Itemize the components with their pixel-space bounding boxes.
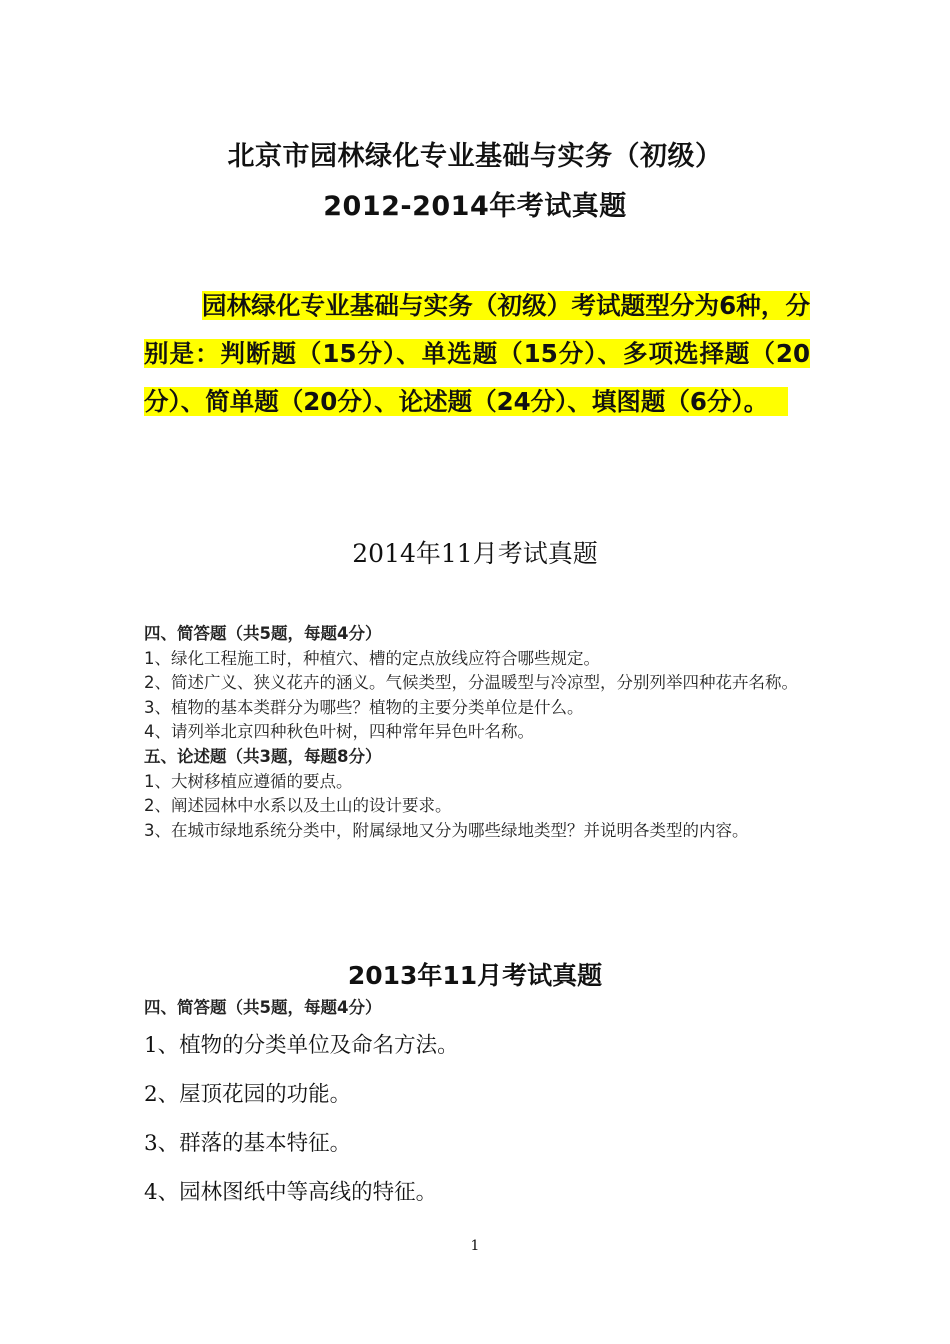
exam-format-intro bbox=[144, 282, 810, 426]
document-title: 北京市园林绿化专业基础与实务（初级） bbox=[227, 141, 723, 172]
question-2014-essay-3: 3、在城市绿地系统分类中，附属绿地又分为哪些绿地类型？并说明各类型的内容。 bbox=[144, 820, 749, 840]
question-2013-1: 1、植物的分类单位及命名方法。 bbox=[144, 1033, 459, 1058]
section-2013-questions bbox=[144, 1026, 810, 1222]
section-title-2013: 2013年11月考试真题 bbox=[347, 961, 603, 990]
question-2013-3: 3、群落的基本特征。 bbox=[144, 1131, 352, 1156]
question-2014-short-4: 4、请列举北京四种秋色叶树，四种常年异色叶名称。 bbox=[144, 722, 534, 742]
part4-heading-2014: 四、简答题（共5题，每题4分） bbox=[144, 624, 382, 643]
question-2013-2: 2、屋顶花园的功能。 bbox=[144, 1082, 352, 1107]
document-subtitle: 2012-2014年考试真题 bbox=[323, 191, 627, 222]
question-2014-essay-1: 1、大树移植应遵循的要点。 bbox=[144, 771, 353, 791]
part4-heading-2013: 四、简答题（共5题，每题4分） bbox=[144, 998, 382, 1017]
highlighted-intro-text: 园林绿化专业基础与实务（初级）考试题型分为6种，分别是：判断题（15分）、单选题（15分）、多项选择题（20分）、简单题（20分）、论述题（24分）、填图题（6分）。 bbox=[144, 291, 810, 416]
section-2014-questions bbox=[144, 622, 810, 843]
question-2014-short-2: 2、简述广义、狭义花卉的涵义。气候类型，分温暖型与冷凉型，分别列举四种花卉名称。 bbox=[144, 673, 798, 693]
question-2013-4: 4、园林图纸中等高线的特征。 bbox=[144, 1180, 438, 1205]
question-2014-essay-2: 2、阐述园林中水系以及土山的设计要求。 bbox=[144, 796, 452, 816]
question-2014-short-1: 1、绿化工程施工时，种植穴、槽的定点放线应符合哪些规定。 bbox=[144, 648, 600, 668]
section-title-2014: 2014年11月考试真题 bbox=[352, 539, 598, 568]
page-number: 1 bbox=[470, 1238, 480, 1254]
part5-heading-2014: 五、论述题（共3题，每题8分） bbox=[144, 746, 382, 766]
question-2014-short-3: 3、植物的基本类群分为哪些？植物的主要分类单位是什么。 bbox=[144, 697, 584, 717]
